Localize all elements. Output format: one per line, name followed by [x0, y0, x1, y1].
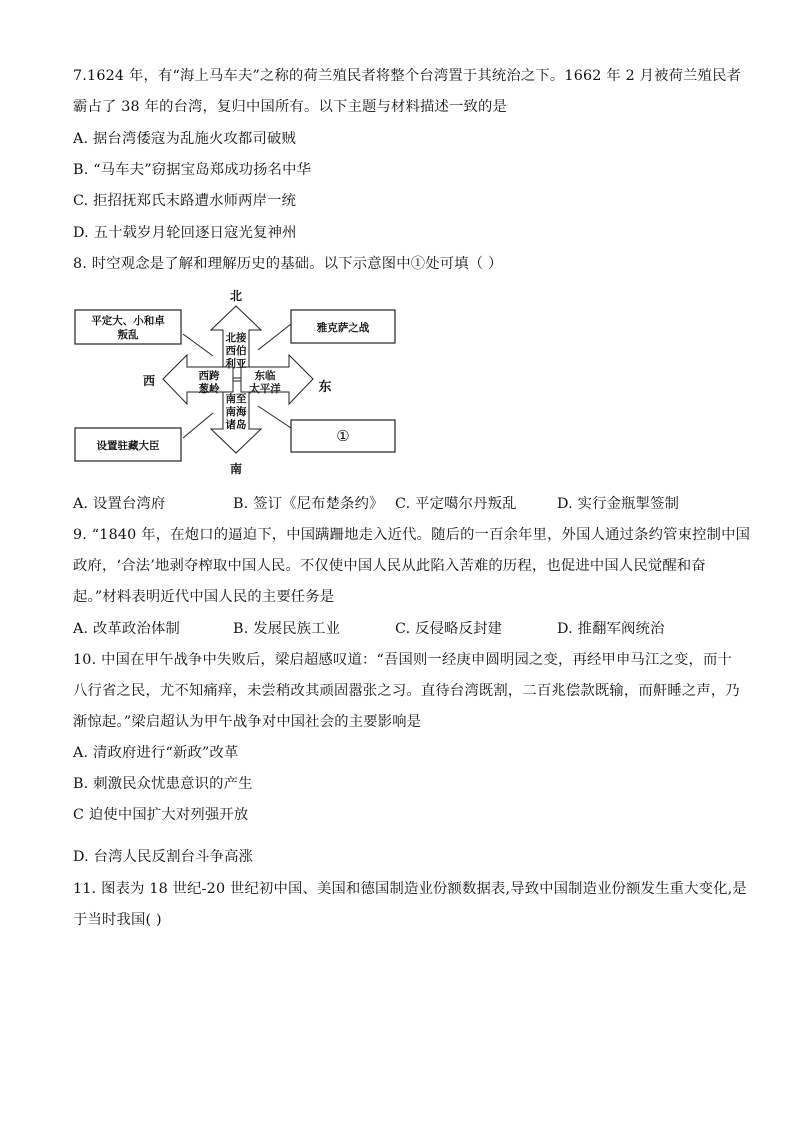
- box-nw-line1: 平定大、小和卓: [91, 315, 165, 327]
- label-north: 北: [229, 289, 243, 303]
- q10-option-a[interactable]: A. 清政府进行“新政”改革: [73, 745, 239, 761]
- q10-stem-line2: 八行省之民，尤不知痛痒，未尝稍改其顽固嚣张之习。直待台湾既割，二百兆偿款既输，而鼾睡之声，乃: [73, 683, 740, 699]
- arrow-west-line1: 西跨: [198, 370, 220, 382]
- connector-se: [258, 406, 291, 428]
- q10-stem-line1: 10. 中国在甲午战争中失败后，梁启超感叹道：“吾国则一经庚申圆明园之变，再经甲申马江之变，而十: [73, 652, 732, 668]
- arrow-south-line2: 南海: [225, 406, 247, 418]
- box-sw-text: 设置驻藏大臣: [96, 440, 160, 452]
- territory-diagram: [73, 288, 403, 478]
- arrow-west-line2: 葱岭: [198, 383, 220, 395]
- q7-option-c[interactable]: C. 拒招抚郑氏末路遭水师两岸一统: [73, 193, 297, 209]
- arrow-south-line3: 诸岛: [225, 419, 247, 431]
- q8-stem: 8. 时空观念是了解和理解历史的基础。以下示意图中①处可填（ ）: [73, 256, 503, 272]
- q9-stem-line1: 9. “1840 年，在炮口的逼迫下，中国蹒跚地走入近代。随后的一百余年里，外国人通过条约管束控制中国: [73, 527, 751, 543]
- q8-option-b[interactable]: B. 签订《尼布楚条约》: [233, 496, 384, 512]
- q7-option-d[interactable]: D. 五十载岁月轮回逐日寇光复神州: [73, 225, 297, 241]
- label-east: 东: [318, 380, 332, 395]
- q7-stem-line2: 霸占了 38 年的台湾，复归中国所有。以下主题与材料描述一致的是: [73, 99, 507, 115]
- q9-stem-line2: 政府，‘合法’地剥夺榨取中国人民。不仅使中国人民从此陷入苦难的历程，也促进中国人民觉醒和奋: [73, 558, 706, 574]
- q10-option-d[interactable]: D. 台湾人民反割台斗争高涨: [73, 849, 254, 865]
- label-west: 西: [142, 374, 156, 388]
- arrow-south-line1: 南至: [225, 393, 247, 405]
- connector-ne: [258, 324, 291, 350]
- q8-option-d[interactable]: D. 实行金瓶掣签制: [557, 496, 680, 512]
- q8-option-c[interactable]: C. 平定噶尔丹叛乱: [395, 496, 517, 512]
- q9-option-d[interactable]: D. 推翻军阀统治: [557, 621, 665, 637]
- q9-option-a[interactable]: A. 改革政治体制: [73, 621, 180, 637]
- box-se-blank-marker: ①: [336, 427, 350, 445]
- q10-option-c[interactable]: C 迫使中国扩大对列强开放: [73, 807, 249, 823]
- arrow-east-line1: 东临: [254, 370, 276, 382]
- box-ne-text: 雅克萨之战: [316, 322, 370, 334]
- box-nw-line2: 叛乱: [117, 329, 139, 341]
- q7-option-a[interactable]: A. 据台湾倭寇为乱施火攻都司破贼: [73, 131, 296, 147]
- q7-stem-line1: 7.1624 年，有“海上马车夫”之称的荷兰殖民者将整个台湾置于其统治之下。1662 年 2 月被荷兰殖民者: [73, 68, 742, 84]
- q9-stem-line3: 起。”材料表明近代中国人民的主要任务是: [73, 589, 335, 605]
- arrow-east-shape: [241, 355, 313, 404]
- label-south: 南: [229, 462, 243, 476]
- arrow-east-line2: 太平洋: [249, 383, 281, 395]
- arrow-north-line3: 利亚: [225, 358, 247, 370]
- q9-option-b[interactable]: B. 发展民族工业: [233, 621, 341, 637]
- q10-option-b[interactable]: B. 刺激民众忧患意识的产生: [73, 776, 253, 792]
- q9-option-c[interactable]: C. 反侵略反封建: [395, 621, 503, 637]
- q10-stem-line3: 渐惊起。”梁启超认为甲午战争对中国社会的主要影响是: [73, 714, 422, 730]
- q7-option-b[interactable]: B. “马车夫”窃据宝岛郑成功扬名中华: [73, 162, 312, 178]
- q8-option-a[interactable]: A. 设置台湾府: [73, 496, 166, 512]
- q11-stem-line1: 11. 图表为 18 世纪-20 世纪初中国、美国和德国制造业份额数据表,导致中国制造业份额发生重大变化,是: [73, 881, 747, 897]
- arrow-north-line1: 北接: [225, 332, 247, 344]
- arrow-north-line2: 西伯: [225, 345, 247, 357]
- connector-sw: [183, 413, 213, 438]
- q11-stem-line2: 于当时我国( ): [73, 912, 162, 928]
- connector-nw: [183, 334, 213, 356]
